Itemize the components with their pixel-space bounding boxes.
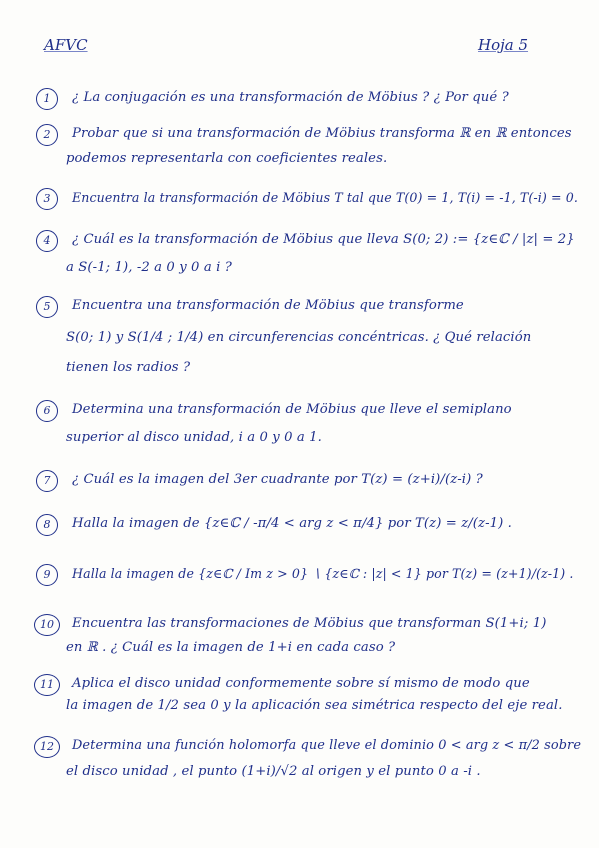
exercise-text: ¿ Cuál es la transformación de Möbius que lleva S(0; 2) := {z∈ℂ / |z| = 2} <box>72 232 575 247</box>
exercise-text: Aplica el disco unidad conformemente sobre sí mismo de modo que <box>72 676 530 691</box>
exercise-number: 9 <box>36 564 58 586</box>
exercise-text: Determina una función holomorfa que lleve el dominio 0 < arg z < π/2 sobre <box>72 738 582 753</box>
exercise-number: 7 <box>36 470 58 492</box>
exercise-number: 10 <box>34 614 60 636</box>
exercise-text: Halla la imagen de {z∈ℂ / -π/4 < arg z < π/4} por T(z) = z/(z-1) . <box>72 516 512 531</box>
header-sheet-number: Hoja 5 <box>478 36 529 54</box>
exercise-number: 12 <box>34 736 60 758</box>
exercise-text: Encuentra la transformación de Möbius T tal que T(0) = 1, T(i) = -1, T(-i) = 0. <box>72 190 578 205</box>
header-initials: AFVC <box>44 36 88 54</box>
exercise-text: ¿ La conjugación es una transformación de Möbius ? ¿ Por qué ? <box>72 90 509 105</box>
exercise-text: Determina una transformación de Möbius que lleve el semiplano <box>72 402 512 417</box>
exercise-number: 6 <box>36 400 58 422</box>
exercise-text: la imagen de 1/2 sea 0 y la aplicación sea simétrica respecto del eje real. <box>66 698 563 713</box>
exercise-text: tienen los radios ? <box>66 360 191 375</box>
exercise-text: podemos representarla con coeficientes reales. <box>66 151 388 166</box>
exercise-number: 1 <box>36 88 58 110</box>
exercise-number: 11 <box>34 674 60 696</box>
exercise-text: a S(-1; 1), -2 a 0 y 0 a i ? <box>66 260 232 275</box>
exercise-number: 8 <box>36 514 58 536</box>
exercise-number: 2 <box>36 124 58 146</box>
exercise-text: Encuentra las transformaciones de Möbius que transforman S(1+i; 1) <box>72 616 547 631</box>
exercise-text: el disco unidad , el punto (1+i)/√2 al origen y el punto 0 a -i . <box>66 764 481 779</box>
exercise-text: en ℝ . ¿ Cuál es la imagen de 1+i en cada caso ? <box>66 640 396 655</box>
exercise-text: Halla la imagen de {z∈ℂ / Im z > 0} ∖ {z∈ℂ : |z| < 1} por T(z) = (z+1)/(z-1) . <box>72 566 574 581</box>
exercise-text: superior al disco unidad, i a 0 y 0 a 1. <box>66 430 322 445</box>
exercise-text: S(0; 1) y S(1/4 ; 1/4) en circunferencias concéntricas. ¿ Qué relación <box>66 330 532 345</box>
exercise-number: 5 <box>36 296 58 318</box>
exercise-number: 3 <box>36 188 58 210</box>
exercise-text: Encuentra una transformación de Möbius que transforme <box>72 298 464 313</box>
exercise-text: ¿ Cuál es la imagen del 3er cuadrante por T(z) = (z+i)/(z-i) ? <box>72 472 483 487</box>
exercise-text: Probar que si una transformación de Möbius transforma ℝ en ℝ entonces <box>72 126 572 141</box>
exercise-number: 4 <box>36 230 58 252</box>
